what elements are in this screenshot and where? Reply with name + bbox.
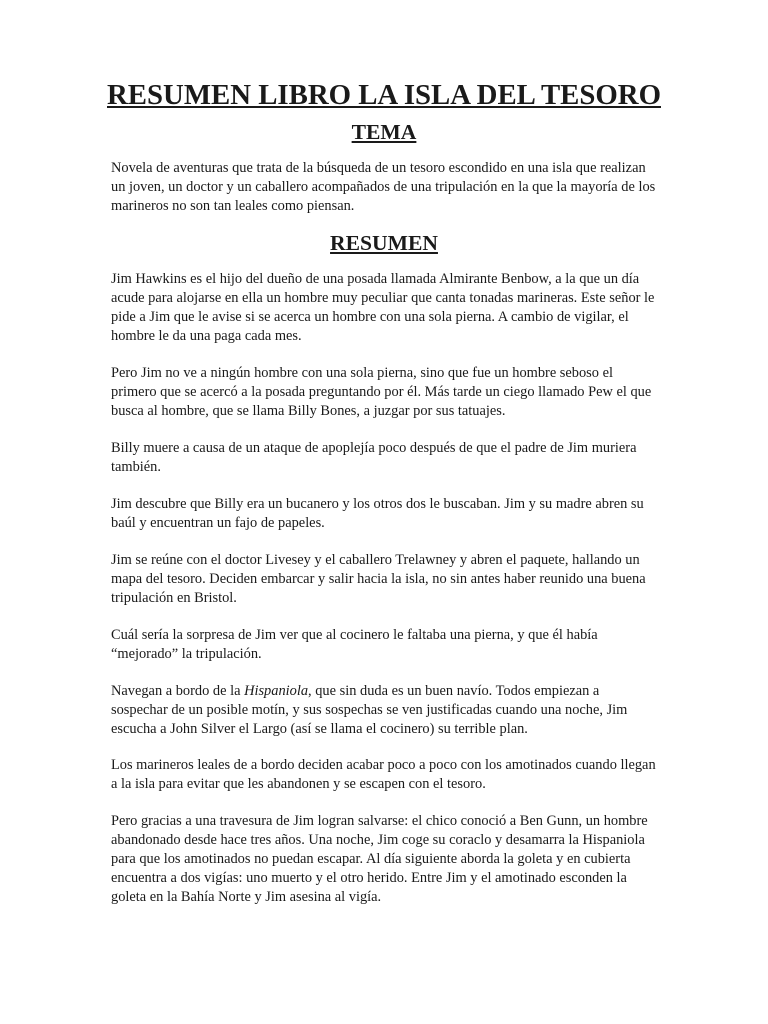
document-title: RESUMEN LIBRO LA ISLA DEL TESORO (107, 79, 661, 111)
section-heading-tema: TEMA (351, 120, 417, 144)
tema-paragraph: Novela de aventuras que trata de la búsqueda de un tesoro escondido en una isla que realizan un joven, un doctor y un caballero acompañados de una tripulación en la que la mayoría de los marineros no son tan leales como piensan. (111, 160, 656, 214)
summary-paragraph: Jim descubre que Billy era un bucanero y los otros dos le buscaban. Jim y su madre abren su baúl y encuentran un fajo de papeles. (111, 496, 644, 531)
summary-paragraph: Billy muere a causa de un ataque de apoplejía poco después de que el padre de Jim muriera también. (111, 440, 637, 475)
section-heading-resumen: RESUMEN (330, 231, 438, 255)
summary-paragraph: Jim se reúne con el doctor Livesey y el caballero Trelawney y abren el paquete, hallando un mapa del tesoro. Deciden embarcar y salir hacia la isla, no sin antes haber reunido una buena tripulación en Bristol. (111, 552, 646, 606)
paragraph-text: Navegan a bordo de la (111, 683, 245, 699)
summary-paragraph: Jim Hawkins es el hijo del dueño de una posada llamada Almirante Benbow, a la que un día acude para alojarse en ella un hombre muy peculiar que canta tonadas marineras. Este señor le pide a Jim que le avise si se acerca un hombre con una sola pierna. A cambio de vigilar, el hombre le da una paga cada mes. (111, 271, 655, 344)
summary-paragraph: Los marineros leales de a bordo deciden acabar poco a poco con los amotinados cuando llegan a la isla para evitar que les abandonen y se escapen con el tesoro. (111, 757, 656, 792)
ship-name-italic: Hispaniola (244, 683, 309, 699)
summary-paragraph: Cuál sería la sorpresa de Jim ver que al cocinero le faltaba una pierna, y que él había “mejorado” la tripulación. (111, 627, 598, 662)
summary-paragraph: Pero Jim no ve a ningún hombre con una sola pierna, sino que fue un hombre seboso el primero que se acercó a la posada preguntando por él. Más tarde un ciego llamado Pew el que busca al hombre, que se llama Billy Bones, a juzgar por sus tatuajes. (111, 365, 652, 419)
summary-paragraph: Pero gracias a una travesura de Jim logran salvarse: el chico conoció a Ben Gunn, un hombre abandonado desde hace tres años. Una noche, Jim coge su coraclo y desamarra la Hispaniola para que los amotinados no puedan escapar. Al día siguiente aborda la goleta y en cubierta encuentra a dos vigías: uno muerto y el otro herido. Entre Jim y el amotinado esconden la goleta en la Bahía Norte y Jim asesina al vigía. (111, 813, 648, 905)
summary-paragraph-hispaniola (111, 682, 659, 739)
paragraph-text: , que sin duda es un buen navío. Todos empiezan a sospechar de un posible motín, y sus sospechas se ven justificadas cuando una noche, Jim escucha a John Silver el Largo (así se llama el cocinero) su terrible plan. (111, 683, 628, 737)
